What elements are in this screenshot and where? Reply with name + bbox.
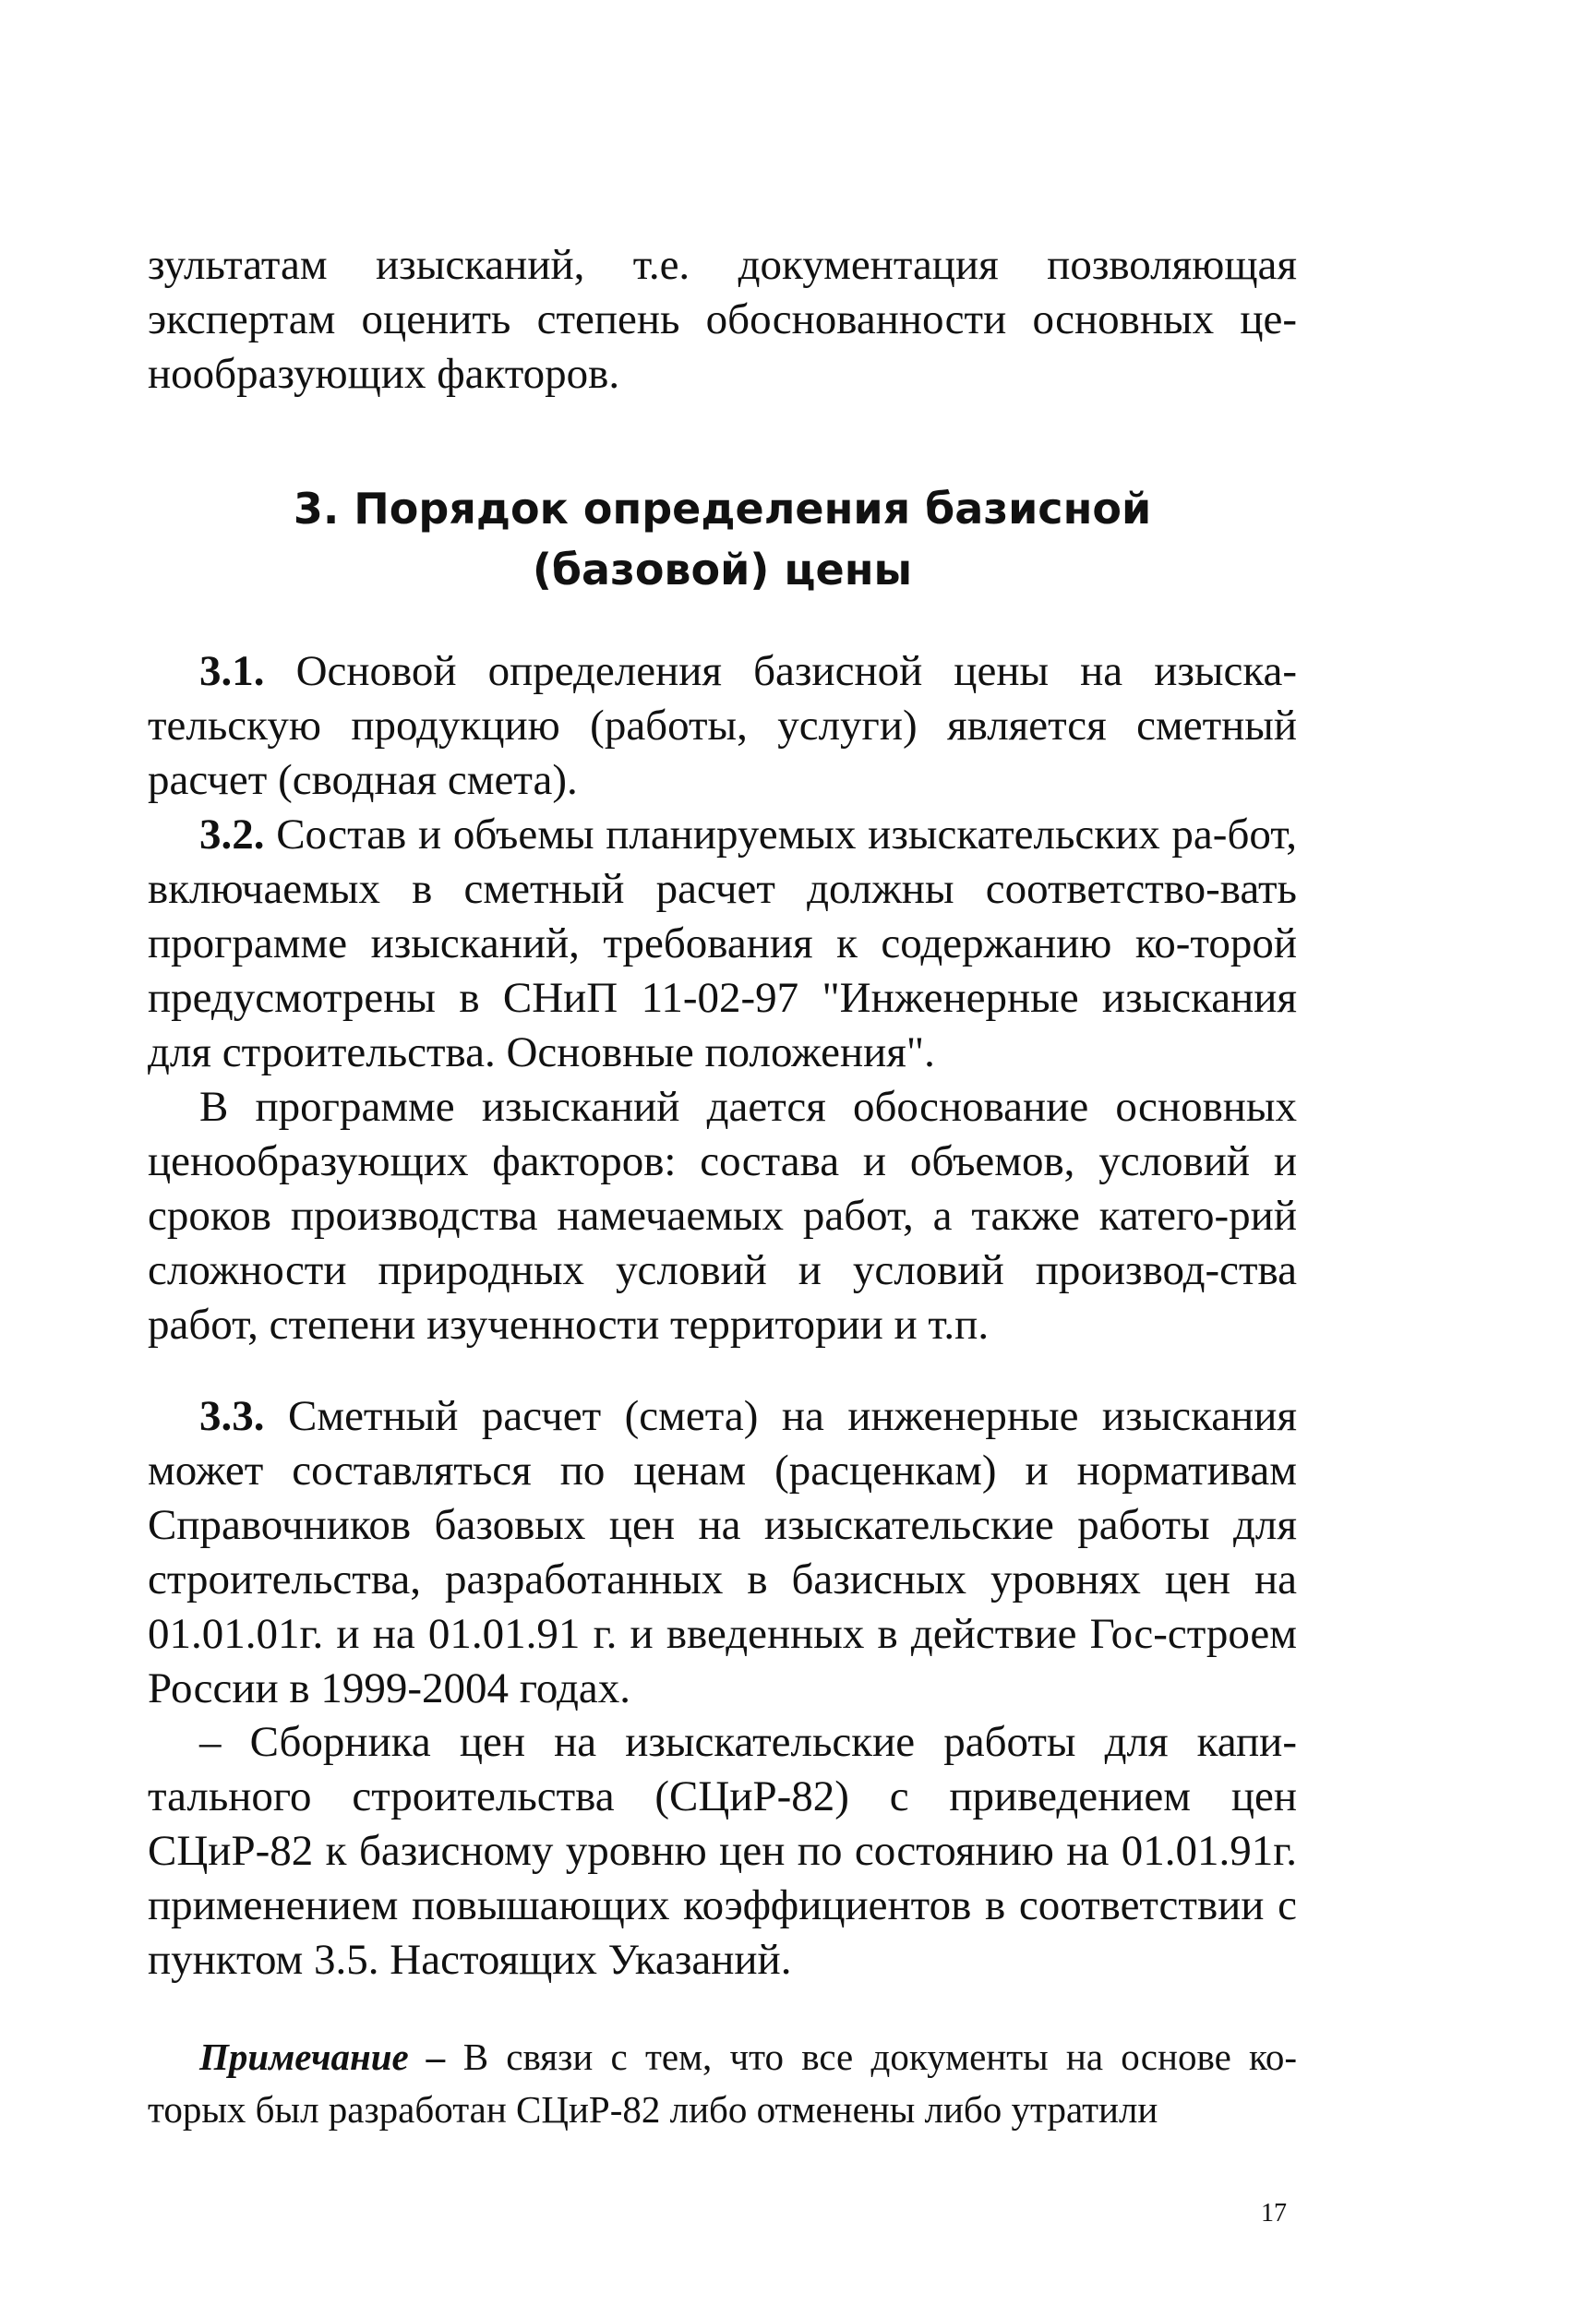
section-heading: [148, 478, 1297, 600]
page-number: 17: [1261, 2199, 1287, 2228]
paragraph-3-2-program: [148, 1080, 1297, 1352]
paragraph-text: – Сборника цен на изыскательские работы для капи-тального строительства (СЦиР-82) с приведением цен СЦиР-82 к базисному уровню цен по состоянию на 01.01.91г. применением повышающих коэффициентов в соответствии с пунктом 3.5. Настоящих Указаний.: [148, 1718, 1297, 1984]
paragraph-text: Основой определения базисной цены на изыска-тельскую продукцию (работы, услуги) является сметный расчет (сводная смета).: [148, 647, 1297, 804]
note-text: В связи с тем, что все документы на основе ко-торых был разработан СЦиР-82 либо отменены либо утратили: [148, 2036, 1297, 2131]
paragraph-3-3: [148, 1389, 1297, 1716]
intro-text: зультатам изысканий, т.е. документация позволяющая экспертам оценить степень обоснованности основных це-нообразующих факторов.: [148, 241, 1297, 398]
paragraph-text: Состав и объемы планируемых изыскательских ра-бот, включаемых в сметный расчет должны соответство-вать программе изысканий, требования к содержанию ко-торой предусмотрены в СНиП 11-02-97 "Инженерные изыскания для строительства. Основные положения".: [148, 811, 1297, 1076]
paragraph-number: 3.1.: [199, 647, 265, 695]
paragraph-number: 3.2.: [199, 811, 265, 859]
section-title-line-1: 3. Порядок определения базисной: [293, 484, 1152, 534]
paragraph-3-3-collection: [148, 1715, 1297, 1988]
intro-paragraph: [148, 238, 1297, 402]
note-paragraph: [148, 2031, 1297, 2136]
note-label: Примечание –: [199, 2036, 446, 2078]
paragraph-3-1: [148, 644, 1297, 808]
paragraph-3-2: [148, 808, 1297, 1080]
paragraph-text: Сметный расчет (смета) на инженерные изыскания может составляться по ценам (расценкам) и нормативам Справочников базовых цен на изыскательские работы для строительства, разработанных в базисных уровнях цен на 01.01.01г. и на 01.01.91 г. и введенных в действие Гос-строем России в 1999-2004 годах.: [148, 1392, 1297, 1712]
paragraph-number: 3.3.: [199, 1392, 265, 1440]
paragraph-text: В программе изысканий дается обоснование основных ценообразующих факторов: состава и объемов, условий и сроков производства намечаемых работ, а также катего-рий сложности природных условий и условий производ-ства работ, степени изученности территории и т.п.: [148, 1083, 1297, 1349]
section-title-line-2: (базовой) цены: [532, 545, 913, 595]
